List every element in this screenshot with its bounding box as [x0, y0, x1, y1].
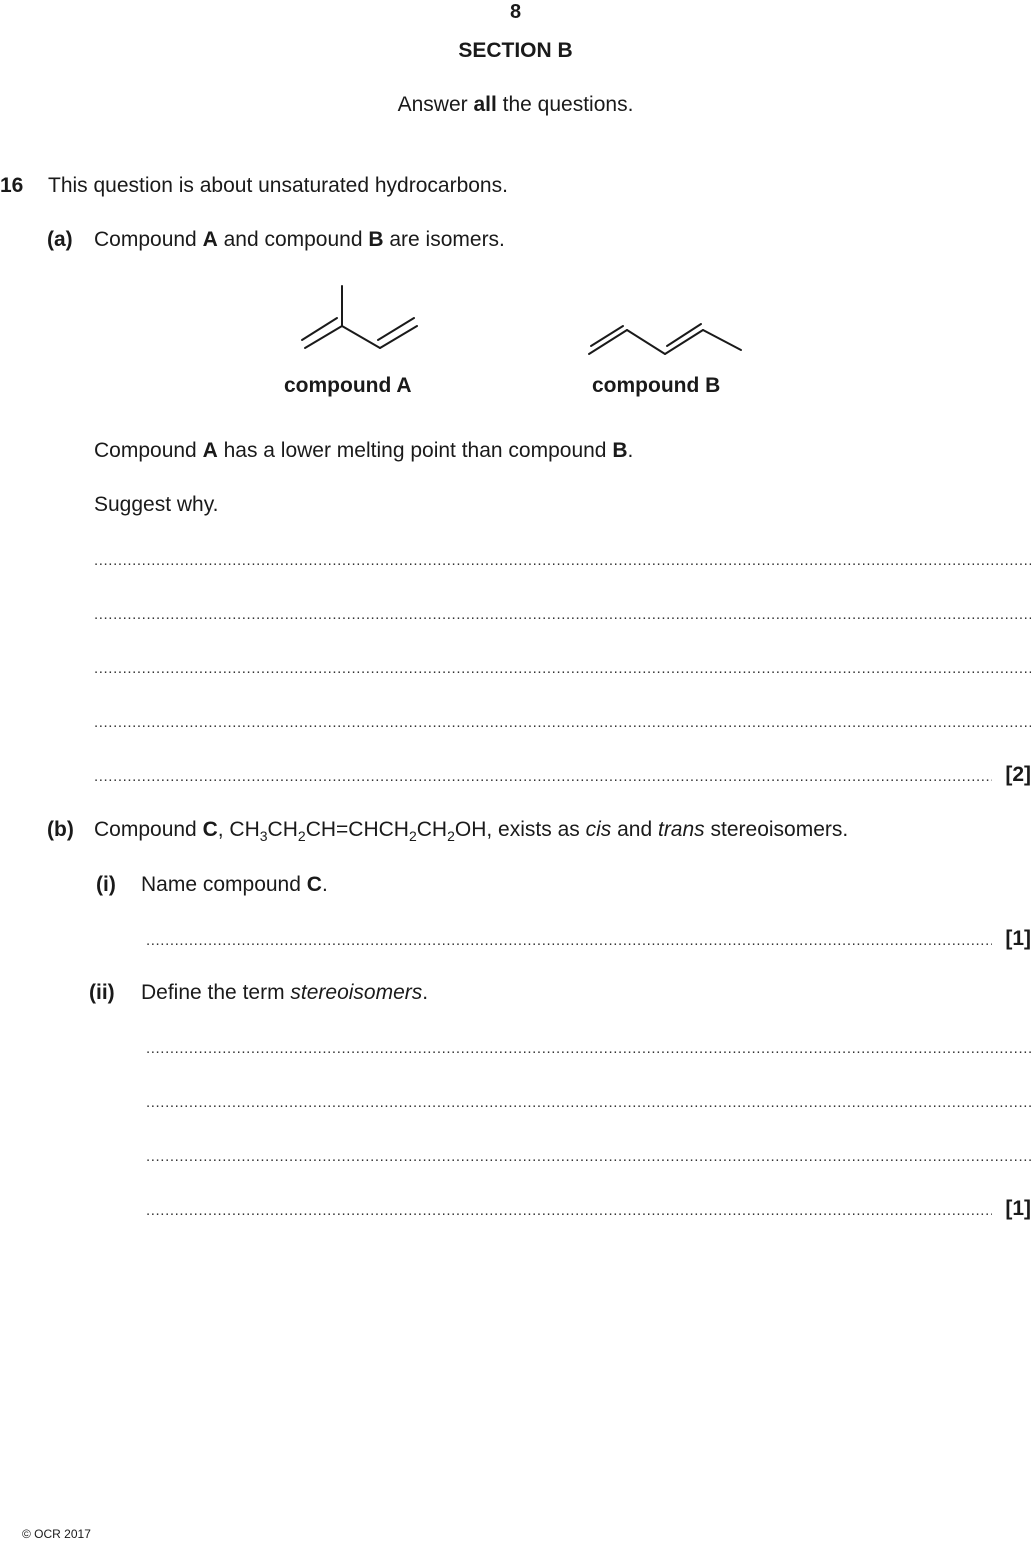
page-number: 8: [509, 1, 522, 23]
text: stereoisomers.: [704, 818, 849, 841]
part-b-intro: [94, 818, 849, 844]
compound-c-ref: C: [306, 873, 322, 896]
answer-line[interactable]: [146, 1148, 1031, 1170]
compound-b-ref: B: [612, 439, 628, 462]
part-b-label: (b): [47, 818, 74, 841]
marks-sub-i: [1]: [1005, 927, 1031, 950]
marks-container: [1000, 764, 1031, 788]
sub-i-prompt: [141, 874, 328, 895]
marks-container: [1000, 928, 1031, 952]
text: .: [321, 873, 328, 896]
text: has a lower melting point than compound: [217, 439, 613, 462]
text: are isomers.: [383, 228, 505, 251]
compound-c-ref: C: [202, 818, 218, 841]
part-a-label: (a): [47, 228, 73, 251]
subscript: 2: [447, 828, 455, 844]
instruction-prefix: Answer: [397, 93, 474, 116]
part-a-intro: [94, 229, 505, 250]
answer-line[interactable]: [146, 1094, 1031, 1116]
text: Compound: [94, 228, 203, 251]
marks-part-a: [2]: [1005, 763, 1031, 786]
text: Compound: [94, 439, 203, 462]
text: Name compound: [141, 873, 307, 896]
answer-line[interactable]: [94, 606, 1031, 628]
instruction-bold: all: [473, 93, 497, 116]
text: , CH: [217, 818, 260, 841]
subscript: 2: [408, 828, 417, 844]
text: CH: [416, 818, 448, 841]
part-a-prompt: Suggest why.: [94, 493, 219, 516]
text: Define the term: [141, 981, 291, 1004]
structure-compound-a: [290, 278, 430, 368]
text: and: [611, 818, 658, 841]
answer-line[interactable]: [94, 768, 992, 790]
instruction-suffix: the questions.: [496, 93, 634, 116]
answer-line[interactable]: [146, 1202, 992, 1224]
text: and compound: [217, 228, 369, 251]
answer-line[interactable]: [146, 1040, 1031, 1062]
sub-ii-prompt: [141, 982, 428, 1003]
question-stem: This question is about unsaturated hydrocarbons.: [48, 174, 508, 197]
text: .: [627, 439, 634, 462]
marks-container: [1000, 1198, 1031, 1222]
copyright-footer: © OCR 2017: [22, 1527, 91, 1541]
structure-compound-b: [583, 320, 753, 370]
sub-i-label: (i): [96, 873, 116, 896]
part-a-statement: [94, 440, 633, 461]
compound-a-ref: A: [202, 228, 218, 251]
answer-line[interactable]: [94, 714, 1031, 736]
marks-sub-ii: [1]: [1005, 1197, 1031, 1220]
compound-b-ref: B: [368, 228, 384, 251]
cis-term: cis: [585, 818, 612, 841]
section-title: SECTION B: [458, 39, 573, 62]
text: CH: [267, 818, 298, 841]
instruction: [0, 94, 1031, 115]
text: OH, exists as: [454, 818, 586, 841]
text: CH=CHCH: [305, 818, 409, 841]
trans-term: trans: [657, 818, 705, 841]
caption-compound-b: compound B: [592, 374, 721, 397]
text: Compound: [94, 818, 203, 841]
answer-line[interactable]: [94, 552, 1031, 574]
sub-ii-label: (ii): [89, 981, 115, 1004]
caption-compound-a: compound A: [284, 374, 412, 397]
answer-line[interactable]: [146, 932, 992, 954]
answer-line[interactable]: [94, 660, 1031, 682]
subscript: 2: [297, 828, 306, 844]
text: .: [422, 981, 429, 1004]
compound-a-ref: A: [202, 439, 218, 462]
subscript: 3: [259, 828, 268, 844]
question-number: 16: [0, 174, 24, 197]
stereoisomers-term: stereoisomers: [290, 981, 423, 1004]
